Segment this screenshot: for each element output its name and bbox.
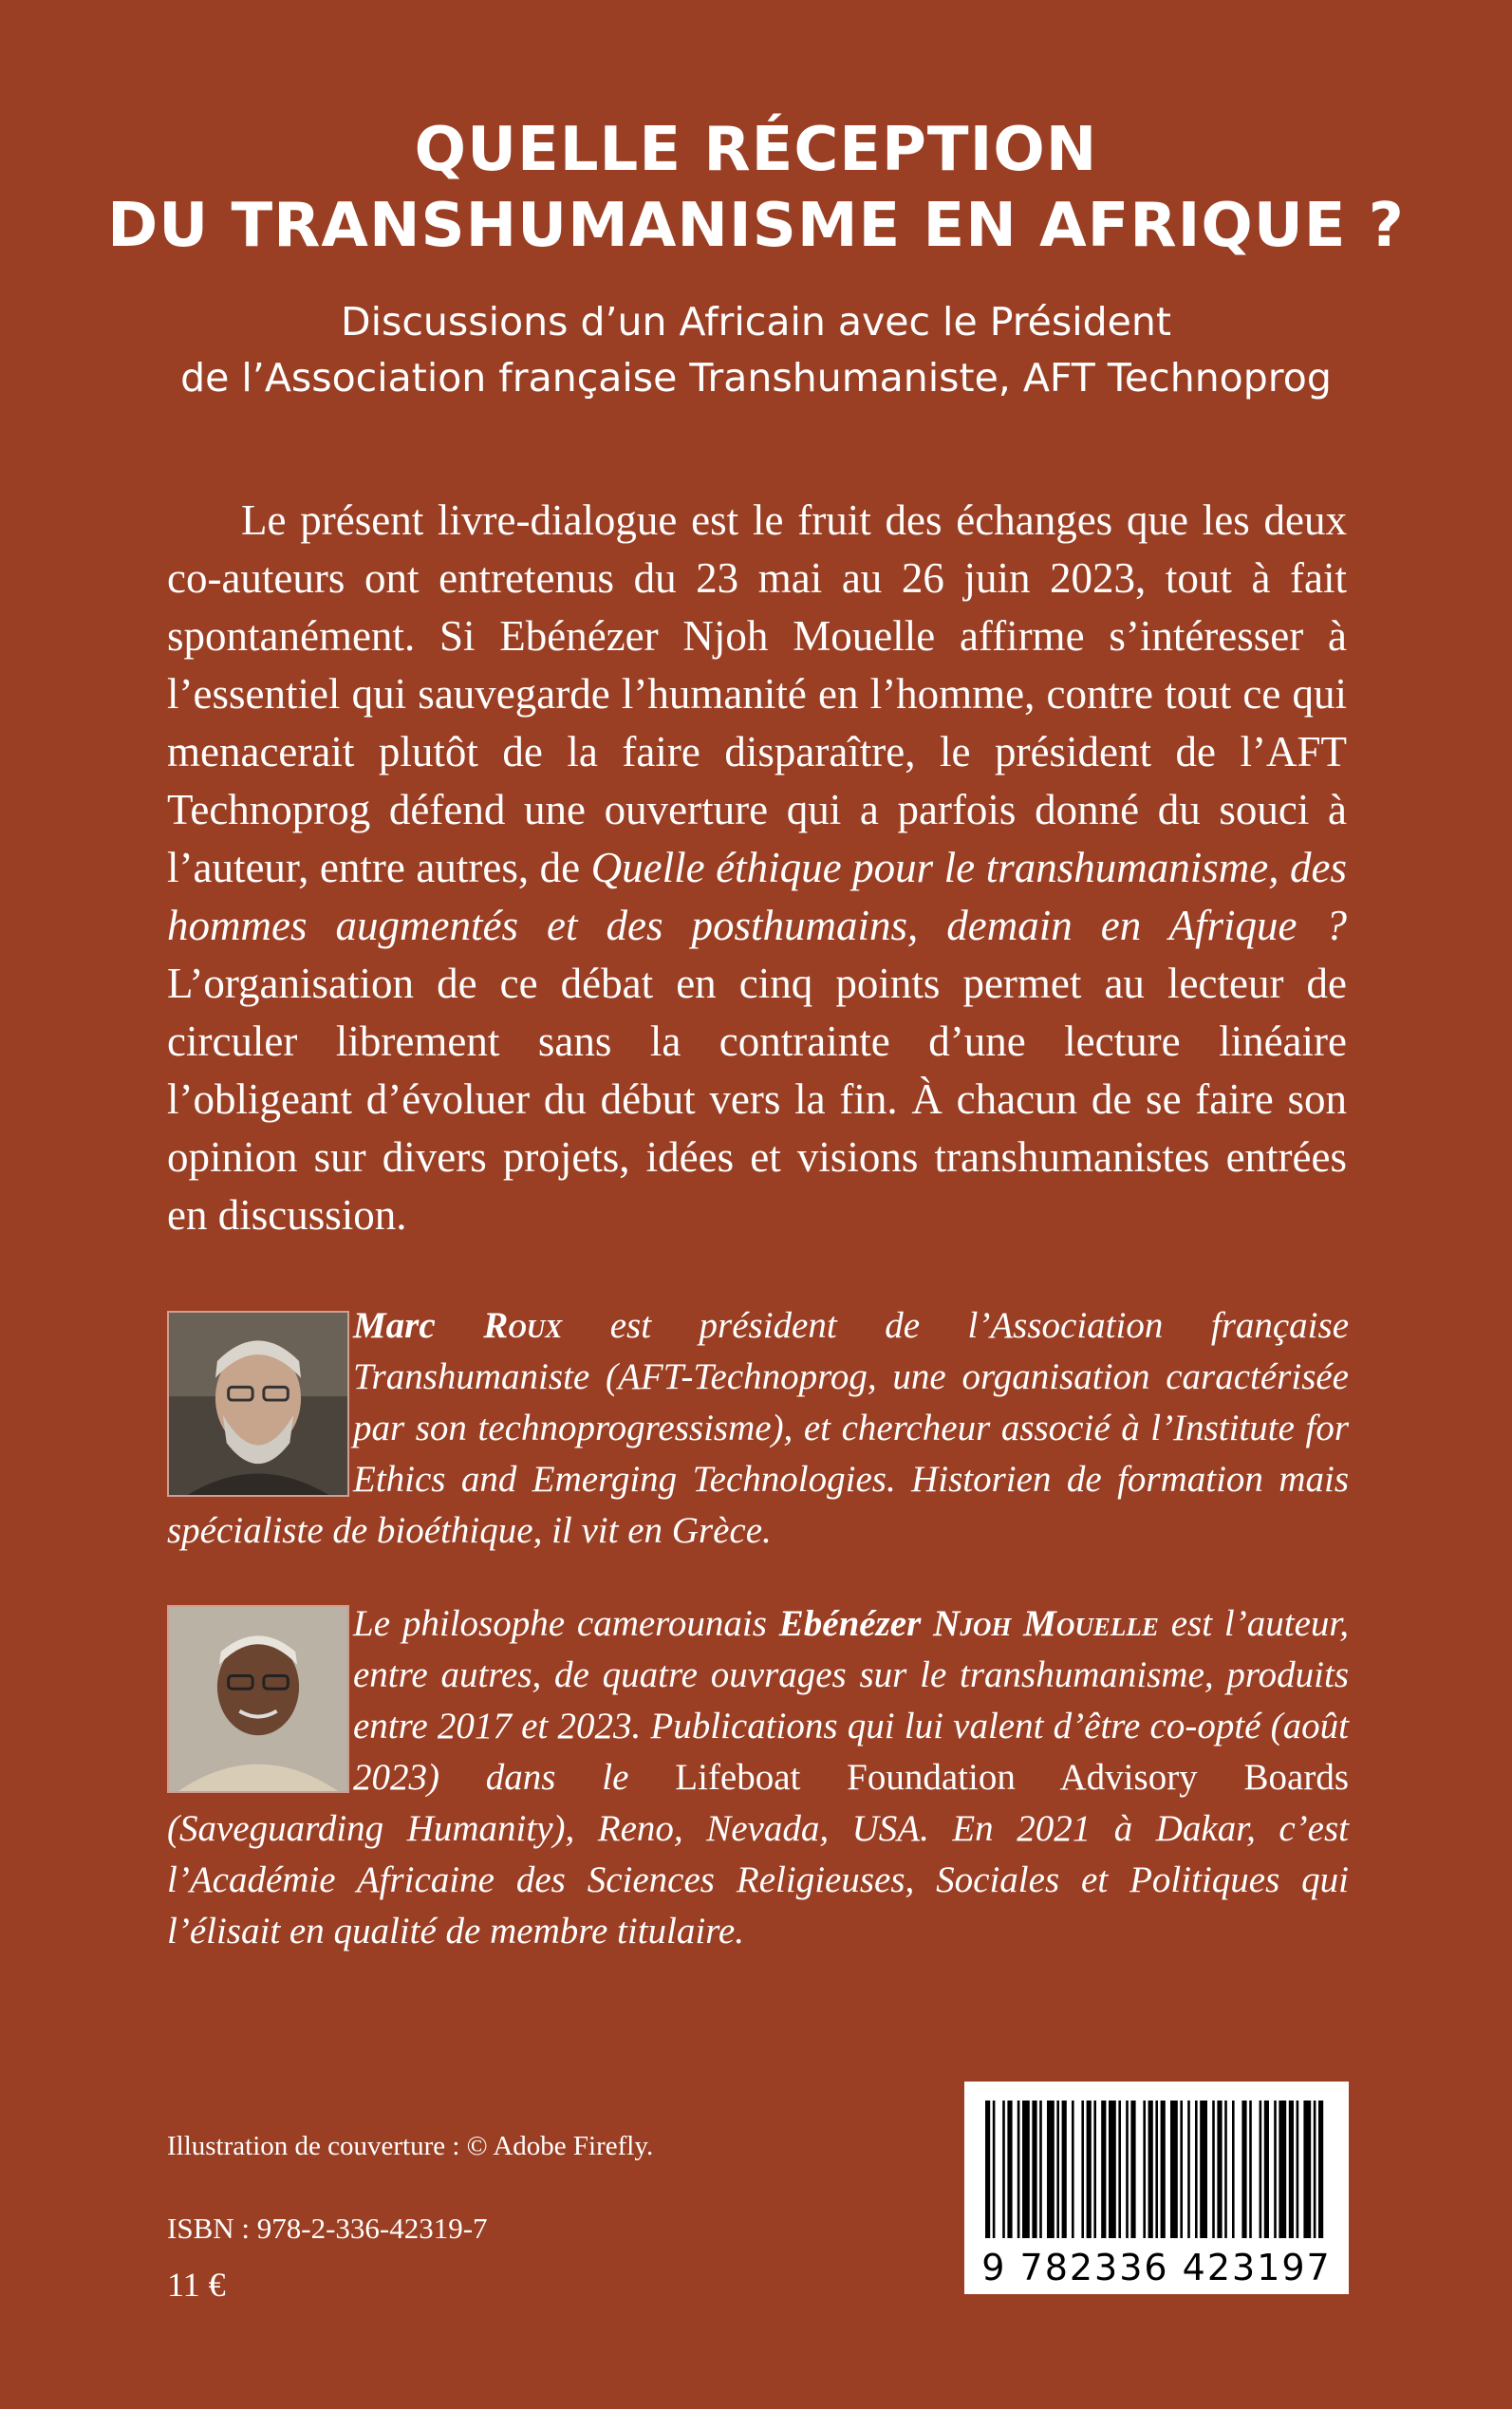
cover-illustration-credit: Illustration de couverture : © Adobe Firefly. [167, 2131, 654, 2161]
barcode-bar [1289, 2101, 1294, 2238]
barcode-digits: 9 782336 423197 [981, 2247, 1332, 2288]
barcode-bar [1180, 2101, 1183, 2238]
barcode-bar [1224, 2101, 1227, 2238]
bio-njoh-mouelle [167, 1598, 1349, 1957]
barcode-bar [1126, 2101, 1129, 2238]
barcode-bar [1274, 2101, 1277, 2238]
barcode-bar [1143, 2101, 1146, 2238]
barcode-bar [1195, 2101, 1198, 2238]
barcode-bar [1148, 2101, 1153, 2238]
barcode-bar [1249, 2101, 1252, 2238]
barcode-bar [1062, 2101, 1067, 2238]
barcode-bar [1130, 2101, 1135, 2238]
barcode-bar [1101, 2101, 1106, 2238]
barcode-bar [1039, 2101, 1042, 2238]
barcode-bar [1007, 2101, 1012, 2238]
book-subtitle [0, 294, 1512, 406]
title-line-2: DU TRANSHUMANISME EN AFRIQUE ? [107, 191, 1405, 261]
barcode-bar [1118, 2101, 1121, 2238]
barcode-bar [1200, 2101, 1207, 2238]
barcode-bar [1217, 2101, 1222, 2238]
title-line-1: QUELLE RÉCEPTION [414, 115, 1098, 185]
barcode-bar [1017, 2101, 1020, 2238]
bio-njoh-first-name: Ebénézer [778, 1603, 934, 1644]
barcode-bar [1170, 2101, 1178, 2238]
barcode-bar [1318, 2101, 1323, 2238]
barcode-bar [1002, 2101, 1005, 2238]
barcode-bar [1032, 2101, 1036, 2238]
barcode-bar [1056, 2101, 1059, 2238]
barcode-bar [1155, 2101, 1158, 2238]
blurb-part-1: Le présent livre-dialogue est le fruit des échanges que les deux co-auteurs ont entretenus du 23 mai au 26 juin 2023, tout à fait spontanément. Si Ebénézer Njoh Mouelle affirme s’intéresser à l’essentiel qui sauvegarde l’humanité en l’homme, contre tout ce qui menacerait plutôt de la faire disparaître, le président de l’AFT Technoprog défend une ouverture qui a parfois donné du souci à l’auteur, entre autres, de [167, 496, 1347, 891]
bio-roux-text: est président de l’Association française Transhumaniste (AFT-Technoprog, une organisation caractérisée par son technoprogressisme), et chercheur associé à l’Institute for Ethics and Emerging Technologies. Historien de formation mais spécialiste de bioéthique, il vit en Grèce. [167, 1305, 1349, 1551]
back-cover-blurb [167, 492, 1347, 1244]
barcode-bar [1109, 2101, 1116, 2238]
bio-roux-last-name: Roux [483, 1305, 563, 1346]
barcode-bar [1022, 2101, 1030, 2238]
blurb-book-title: Quelle éthique pour le transhumanisme, des hommes augmentés et des posthumains, demain en Afrique ? [167, 844, 1347, 949]
bio-njoh-text-2: (Saveguarding Humanity), Reno, Nevada, USA. En 2021 à Dakar, c’est l’Académie Africaine des Sciences Religieuses, Sociales et Politiques qui l’élisait en qualité de membre titulaire. [167, 1808, 1349, 1951]
barcode-bar [1232, 2101, 1235, 2238]
barcode-bar [993, 2101, 996, 2238]
barcode-bar [1081, 2101, 1084, 2238]
book-title [0, 112, 1512, 264]
bio-njoh-text-1: est l’auteur, entre autres, de quatre ouvrages sur le transhumanisme, produits entre 2017 et 2023. Publications qui lui valent d’être co-opté (août 2023) dans le [353, 1603, 1350, 1798]
isbn: ISBN : 978-2-336-42319-7 [167, 2212, 488, 2245]
barcode-bar [1161, 2101, 1166, 2238]
bio-roux-first-name: Marc [353, 1305, 484, 1346]
barcode-bar [1093, 2101, 1096, 2238]
bio-njoh-intro: Le philosophe camerounais [353, 1603, 779, 1644]
price: 11 € [167, 2266, 226, 2304]
subtitle-line-1: Discussions d’un Africain avec le Président [341, 299, 1171, 345]
isbn-barcode [964, 2082, 1349, 2294]
barcode-bar [985, 2101, 990, 2238]
barcode-bar [1279, 2101, 1286, 2238]
blurb-part-2: L’organisation de ce débat en cinq points permet au lecteur de circuler librement sans la contrainte d’une lecture linéaire l’obligeant d’évoluer du début vers la fin. À chacun de se faire son opinion sur divers projets, idées et visions transhumanistes entrées en discussion. [167, 960, 1347, 1239]
barcode-bar [1303, 2101, 1311, 2238]
bio-marc-roux [167, 1300, 1349, 1557]
barcode-bar [1087, 2101, 1092, 2238]
barcode-bar [1241, 2101, 1246, 2238]
barcode-bar [1047, 2101, 1055, 2238]
barcode-bar [1072, 2101, 1074, 2238]
barcode-bar [1212, 2101, 1215, 2238]
subtitle-line-2: de l’Association française Transhumaniste, AFT Technoprog [180, 355, 1332, 401]
barcode-bar [1297, 2101, 1299, 2238]
bio-njoh-last-name: Njoh Mouelle [933, 1603, 1159, 1644]
barcode-bar [1264, 2101, 1269, 2238]
barcode-bar [1314, 2101, 1316, 2238]
bio-njoh-organization: Lifeboat Foundation Advisory Boards [675, 1757, 1349, 1798]
barcode-bar [1260, 2101, 1262, 2238]
barcode-bar [1187, 2101, 1190, 2238]
